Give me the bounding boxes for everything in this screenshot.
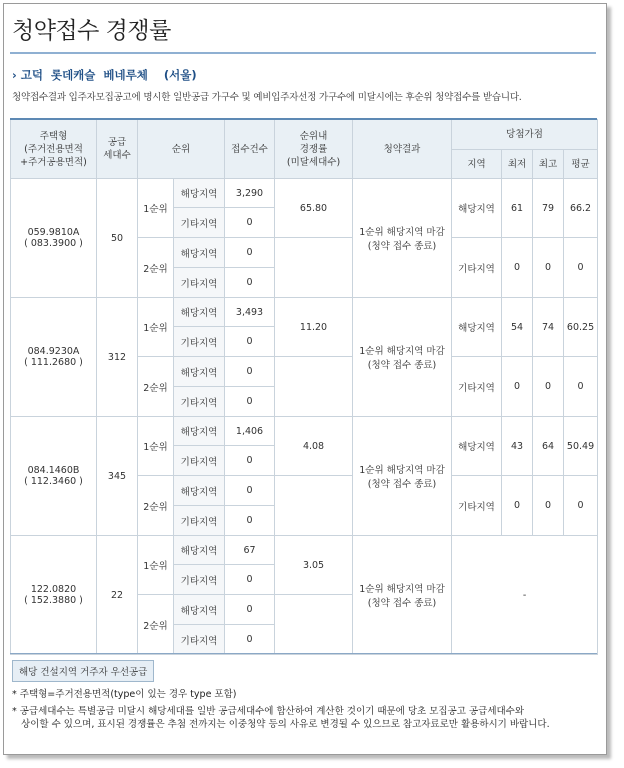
complex-name: › 고덕 롯데캐슬 베네루체 (서울) <box>12 68 197 82</box>
housing-type-cell <box>11 298 97 417</box>
note-item: * 주택형=주거전용면적(type이 있는 경우 type 포함) <box>12 689 237 700</box>
header-applications: 접수건수 <box>225 120 275 179</box>
table-row <box>11 536 598 565</box>
table-row <box>11 179 598 208</box>
region-label: 해당지역 <box>174 595 225 625</box>
score-min: 0 <box>502 238 533 298</box>
score-region: 해당지역 <box>452 298 502 357</box>
rank-label: 1순위 <box>138 417 174 476</box>
rank-label: 2순위 <box>138 238 174 298</box>
region-label: 기타지역 <box>174 565 225 595</box>
region-label: 기타지역 <box>174 387 225 417</box>
table-bottom-border <box>10 653 597 654</box>
header-region: 지역 <box>452 150 502 179</box>
region-label: 기타지역 <box>174 446 225 476</box>
score-avg: 0 <box>564 476 598 536</box>
page-title: 청약접수 경쟁률 <box>12 18 171 44</box>
application-count: 67 <box>225 536 275 565</box>
region-label: 기타지역 <box>174 625 225 655</box>
header-rank: 순위 <box>138 120 225 179</box>
competition-ratio-empty <box>275 476 353 536</box>
header-min: 최저 <box>502 150 533 179</box>
score-avg: 0 <box>564 238 598 298</box>
region-label: 해당지역 <box>174 298 225 327</box>
rank-label: 2순위 <box>138 357 174 417</box>
score-min: 43 <box>502 417 533 476</box>
table-row <box>11 417 598 446</box>
housing-type: 084.9230A <box>27 346 80 357</box>
result-text: 1순위 해당지역 마감 (청약 접수 종료) <box>353 298 452 417</box>
score-region: 기타지역 <box>452 476 502 536</box>
competition-ratio: 3.05 <box>275 536 353 595</box>
housing-area: ( 111.2680 ) <box>24 357 83 368</box>
score-avg: 60.25 <box>564 298 598 357</box>
application-count: 0 <box>225 327 275 357</box>
score-avg: 50.49 <box>564 417 598 476</box>
region-label: 해당지역 <box>174 179 225 208</box>
application-count: 0 <box>225 238 275 268</box>
application-count: 0 <box>225 625 275 655</box>
region-label: 기타지역 <box>174 208 225 238</box>
rank-label: 1순위 <box>138 536 174 595</box>
competition-ratio-empty <box>275 357 353 417</box>
score-max: 0 <box>533 238 564 298</box>
title-divider <box>10 52 596 54</box>
score-region: 기타지역 <box>452 238 502 298</box>
housing-type-cell <box>11 179 97 298</box>
housing-type-cell <box>11 417 97 536</box>
header-row <box>11 120 598 150</box>
competition-ratio: 11.20 <box>275 298 353 357</box>
application-count: 0 <box>225 357 275 387</box>
score-region: 기타지역 <box>452 357 502 417</box>
competition-ratio-empty <box>275 595 353 655</box>
table-row <box>11 298 598 327</box>
header-supply: 공급 세대수 <box>97 120 138 179</box>
application-count: 0 <box>225 565 275 595</box>
rank-label: 1순위 <box>138 298 174 357</box>
region-label: 해당지역 <box>174 417 225 446</box>
score-min: 61 <box>502 179 533 238</box>
application-count: 0 <box>225 595 275 625</box>
housing-type: 059.9810A <box>27 227 80 238</box>
housing-type: 084.1460B <box>27 465 80 476</box>
result-text: 1순위 해당지역 마감 (청약 접수 종료) <box>353 417 452 536</box>
score-min: 0 <box>502 476 533 536</box>
application-count: 0 <box>225 506 275 536</box>
region-label: 해당지역 <box>174 357 225 387</box>
score-max: 79 <box>533 179 564 238</box>
note-item: * 공급세대수는 특별공급 미달시 해당세대를 일반 공급세대수에 합산하여 계산한 것이기 때문에 당초 모집공고 공급세대수와 상이할 수 있으며, 표시된 경쟁률은 추첨 전까지는 이중청약 등의 사유로 변경될 수 있으므로 참고자료로만 활용하시기 바랍니다. <box>12 706 550 730</box>
competition-ratio-empty <box>275 238 353 298</box>
rank-label: 1순위 <box>138 179 174 238</box>
housing-area: ( 152.3880 ) <box>24 595 83 606</box>
application-count: 3,290 <box>225 179 275 208</box>
competition-ratio: 65.80 <box>275 179 353 238</box>
region-label: 기타지역 <box>174 268 225 298</box>
score-max: 74 <box>533 298 564 357</box>
application-count: 0 <box>225 208 275 238</box>
application-count: 3,493 <box>225 298 275 327</box>
header-max: 최고 <box>533 150 564 179</box>
application-count: 0 <box>225 268 275 298</box>
supply-count: 312 <box>97 298 138 417</box>
housing-type: 122.0820 <box>30 584 77 595</box>
housing-area: ( 083.3900 ) <box>24 238 83 249</box>
region-label: 해당지역 <box>174 238 225 268</box>
score-avg: 66.2 <box>564 179 598 238</box>
application-count: 0 <box>225 446 275 476</box>
header-housing-type: 주택형 (주거전용면적 +주거공용면적) <box>11 120 97 179</box>
winning-score-dash: - <box>452 536 598 655</box>
rank-label: 2순위 <box>138 595 174 655</box>
score-region: 해당지역 <box>452 179 502 238</box>
score-min: 54 <box>502 298 533 357</box>
score-max: 64 <box>533 417 564 476</box>
score-min: 0 <box>502 357 533 417</box>
application-count: 0 <box>225 387 275 417</box>
supply-count: 345 <box>97 417 138 536</box>
score-avg: 0 <box>564 357 598 417</box>
region-label: 기타지역 <box>174 506 225 536</box>
header-avg: 평균 <box>564 150 598 179</box>
housing-type-cell <box>11 536 97 655</box>
result-text: 1순위 해당지역 마감 (청약 접수 종료) <box>353 536 452 655</box>
supply-count: 22 <box>97 536 138 655</box>
notes <box>12 688 550 735</box>
header-competition: 순위내 경쟁률 (미달세대수) <box>275 120 353 179</box>
table-top-border <box>10 118 597 120</box>
score-max: 0 <box>533 357 564 417</box>
region-label: 해당지역 <box>174 536 225 565</box>
rank-label: 2순위 <box>138 476 174 536</box>
application-count: 1,406 <box>225 417 275 446</box>
result-text: 1순위 해당지역 마감 (청약 접수 종료) <box>353 179 452 298</box>
competition-table <box>10 119 598 655</box>
score-region: 해당지역 <box>452 417 502 476</box>
region-label: 기타지역 <box>174 327 225 357</box>
header-winning-score: 당첨가점 <box>452 120 598 150</box>
region-label: 해당지역 <box>174 476 225 506</box>
housing-area: ( 112.3460 ) <box>24 476 83 487</box>
supply-count: 50 <box>97 179 138 298</box>
description: 청약접수결과 입주자모집공고에 명시한 일반공급 가구수 및 예비입주자선정 가구수에 미달시에는 후순위 청약접수를 받습니다. <box>12 92 522 103</box>
header-result: 청약결과 <box>353 120 452 179</box>
score-max: 0 <box>533 476 564 536</box>
application-count: 0 <box>225 476 275 506</box>
competition-ratio: 4.08 <box>275 417 353 476</box>
priority-supply-button[interactable]: 해당 건설지역 거주자 우선공급 <box>12 660 154 682</box>
